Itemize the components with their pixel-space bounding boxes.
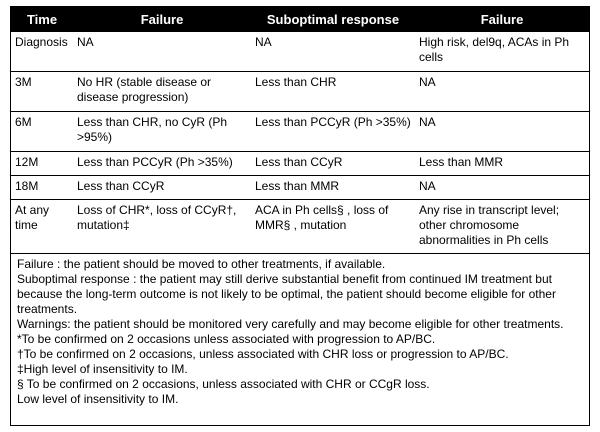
response-criteria-panel <box>10 6 590 426</box>
cell-failure: Less than PCCyR (Ph >35%) <box>73 152 251 176</box>
cell-suboptimal: Less than MMR <box>251 176 415 200</box>
header-failure-2: Failure <box>415 7 589 32</box>
note-low-insensitivity: Low level of insensitivity to IM. <box>17 392 179 406</box>
cell-suboptimal: Less than CHR <box>251 72 415 112</box>
cell-time: 12M <box>11 152 73 176</box>
cell-time: 18M <box>11 176 73 200</box>
table-row <box>11 32 589 72</box>
cell-time: 3M <box>11 72 73 112</box>
cell-failure-2: Less than MMR <box>415 152 589 176</box>
cell-time: At any time <box>11 200 73 254</box>
table-row <box>11 112 589 152</box>
response-criteria-table <box>11 7 589 253</box>
note-double-dagger: ‡High level of insensitivity to IM. <box>17 362 188 376</box>
cell-failure: NA <box>73 32 251 72</box>
cell-time: Diagnosis <box>11 32 73 72</box>
cell-suboptimal: NA <box>251 32 415 72</box>
cell-suboptimal: ACA in Ph cells§ , loss of MMR§ , mutation <box>251 200 415 254</box>
cell-failure-2: NA <box>415 176 589 200</box>
note-failure: Failure : the patient should be moved to other treatments, if available. <box>17 257 386 271</box>
table-row <box>11 200 589 254</box>
cell-suboptimal: Less than PCCyR (Ph >35%) <box>251 112 415 152</box>
footnotes <box>11 253 589 407</box>
note-warnings: Warnings: the patient should be monitored very carefully and may become eligible for other treatments. <box>17 317 564 331</box>
cell-failure: Loss of CHR*, loss of CCyR†, mutation‡ <box>73 200 251 254</box>
cell-failure: No HR (stable disease or disease progression) <box>73 72 251 112</box>
header-suboptimal-response: Suboptimal response <box>251 7 415 32</box>
cell-failure-2: Any rise in transcript level; other chromosome abnormalities in Ph cells <box>415 200 589 254</box>
cell-suboptimal: Less than CCyR <box>251 152 415 176</box>
note-dagger: †To be confirmed on 2 occasions, unless associated with CHR loss or progression to AP/BC. <box>17 347 509 361</box>
table-row <box>11 176 589 200</box>
table-header-row <box>11 7 589 32</box>
header-time: Time <box>11 7 73 32</box>
header-failure: Failure <box>73 7 251 32</box>
cell-failure-2: NA <box>415 72 589 112</box>
cell-failure-2: High risk, del9q, ACAs in Ph cells <box>415 32 589 72</box>
note-suboptimal-response: Suboptimal response : the patient may still derive substantial benefit from continued IM treatment but because the long-term outcome is not likely to be optimal, the patient should become eligible for other treatments. <box>17 272 556 316</box>
cell-failure-2: NA <box>415 112 589 152</box>
cell-failure: Less than CCyR <box>73 176 251 200</box>
cell-time: 6M <box>11 112 73 152</box>
table-row <box>11 72 589 112</box>
cell-failure: Less than CHR, no CyR (Ph >95%) <box>73 112 251 152</box>
note-section: § To be confirmed on 2 occasions, unless associated with CHR or CCgR loss. <box>17 377 430 391</box>
note-asterisk: *To be confirmed on 2 occasions unless associated with progression to AP/BC. <box>17 332 436 346</box>
table-row <box>11 152 589 176</box>
